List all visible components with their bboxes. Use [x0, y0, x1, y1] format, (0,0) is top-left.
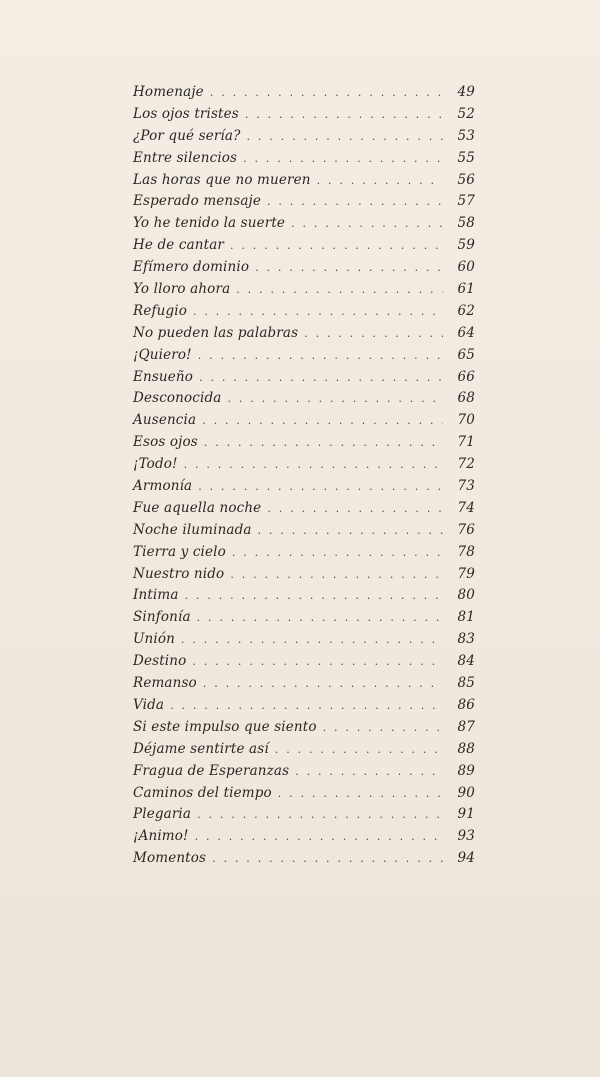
- entry-page-number: 52: [457, 105, 475, 122]
- entry-title: He de cantar: [133, 237, 225, 254]
- entry-page-number: 65: [457, 346, 475, 363]
- entry-title: ¡Todo!: [133, 456, 178, 473]
- dot-leader: [181, 633, 443, 646]
- entry-page-number: 91: [457, 806, 475, 823]
- entry-page-number: 49: [457, 84, 475, 100]
- dot-leader: [236, 283, 443, 296]
- toc-entry: [133, 828, 475, 850]
- toc-entry: [133, 697, 475, 719]
- dot-leader: [184, 458, 443, 471]
- dot-leader: [198, 349, 443, 362]
- entry-page-number: 71: [457, 434, 475, 451]
- dot-leader: [255, 261, 443, 274]
- entry-page-number: 56: [457, 171, 475, 188]
- entry-page-number: 53: [457, 127, 475, 144]
- toc-entry: [133, 785, 475, 807]
- entry-page-number: 66: [457, 368, 475, 385]
- toc-entry: [133, 719, 475, 741]
- entry-title: Desconocida: [133, 390, 222, 407]
- entry-page-number: 60: [457, 259, 475, 276]
- entry-title: Entre silencios: [133, 149, 238, 166]
- entry-title: Ausencia: [133, 412, 197, 429]
- table-of-contents: [133, 84, 475, 872]
- dot-leader: [185, 589, 443, 602]
- entry-page-number: 70: [457, 412, 475, 429]
- entry-title: Yo lloro ahora: [133, 281, 231, 298]
- dot-leader: [198, 480, 443, 493]
- dot-leader: [295, 765, 443, 778]
- toc-entry: [133, 653, 475, 675]
- entry-title: ¿Por qué sería?: [133, 127, 241, 144]
- dot-leader: [192, 655, 443, 668]
- toc-entry: [133, 215, 475, 237]
- entry-title: ¡Quiero!: [133, 346, 192, 363]
- entry-page-number: 88: [457, 740, 475, 757]
- entry-title: Momentos: [133, 850, 207, 867]
- entry-title: Si este impulso que siento: [133, 718, 317, 735]
- entry-title: No pueden las palabras: [133, 324, 299, 341]
- entry-page-number: 79: [457, 565, 475, 582]
- entry-page-number: 61: [457, 281, 475, 298]
- dot-leader: [258, 524, 443, 537]
- toc-entry: [133, 237, 475, 259]
- entry-title: Unión: [133, 631, 175, 648]
- entry-title: Homenaje: [133, 84, 204, 100]
- entry-page-number: 72: [457, 456, 475, 473]
- entry-page-number: 64: [457, 324, 475, 341]
- toc-entry: [133, 609, 475, 631]
- entry-title: Efímero dominio: [133, 259, 250, 276]
- entry-page-number: 93: [457, 828, 475, 845]
- dot-leader: [243, 152, 443, 165]
- entry-title: Vida: [133, 696, 165, 713]
- entry-page-number: 89: [457, 762, 475, 779]
- entry-title: Noche iluminada: [133, 521, 252, 538]
- toc-entry: [133, 587, 475, 609]
- dot-leader: [197, 611, 443, 624]
- dot-leader: [210, 86, 443, 99]
- dot-leader: [230, 239, 443, 252]
- toc-entry: [133, 675, 475, 697]
- entry-title: Refugio: [133, 302, 187, 319]
- dot-leader: [203, 677, 443, 690]
- toc-entry: [133, 150, 475, 172]
- entry-title: Déjame sentirte así: [133, 740, 269, 757]
- toc-entry: [133, 566, 475, 588]
- toc-entry: [133, 478, 475, 500]
- entry-page-number: 85: [457, 675, 475, 692]
- entry-page-number: 78: [457, 543, 475, 560]
- toc-entry: [133, 631, 475, 653]
- entry-page-number: 84: [457, 653, 475, 670]
- toc-entry: [133, 193, 475, 215]
- toc-entry: [133, 172, 475, 194]
- entry-title: Armonía: [133, 478, 193, 495]
- dot-leader: [304, 327, 443, 340]
- entry-page-number: 55: [457, 149, 475, 166]
- dot-leader: [195, 830, 443, 843]
- entry-title: Nuestro nido: [133, 565, 225, 582]
- toc-entry: [133, 544, 475, 566]
- toc-entry: [133, 522, 475, 544]
- entry-title: Intima: [133, 587, 179, 604]
- dot-leader: [323, 721, 443, 734]
- toc-entry: [133, 281, 475, 303]
- entry-title: Plegaria: [133, 806, 192, 823]
- dot-leader: [275, 743, 443, 756]
- dot-leader: [278, 787, 443, 800]
- entry-page-number: 73: [457, 478, 475, 495]
- entry-page-number: 86: [457, 696, 475, 713]
- dot-leader: [230, 568, 443, 581]
- dot-leader: [232, 546, 443, 559]
- toc-entry: [133, 741, 475, 763]
- dot-leader: [204, 436, 443, 449]
- dot-leader: [199, 371, 443, 384]
- dot-leader: [193, 305, 443, 318]
- toc-entry: [133, 369, 475, 391]
- toc-entry: [133, 412, 475, 434]
- entry-page-number: 94: [457, 850, 475, 867]
- entry-page-number: 83: [457, 631, 475, 648]
- dot-leader: [197, 808, 443, 821]
- toc-entry: [133, 763, 475, 785]
- dot-leader: [317, 174, 443, 187]
- entry-title: ¡Animo!: [133, 828, 189, 845]
- toc-entry: [133, 106, 475, 128]
- toc-entry: [133, 303, 475, 325]
- toc-entry: [133, 434, 475, 456]
- entry-page-number: 74: [457, 499, 475, 516]
- dot-leader: [245, 108, 443, 121]
- entry-page-number: 59: [457, 237, 475, 254]
- toc-entry: [133, 500, 475, 522]
- dot-leader: [291, 217, 443, 230]
- toc-entry: [133, 390, 475, 412]
- toc-entry: [133, 347, 475, 369]
- toc-entry: [133, 456, 475, 478]
- entry-page-number: 57: [457, 193, 475, 210]
- entry-page-number: 76: [457, 521, 475, 538]
- toc-entry: [133, 806, 475, 828]
- dot-leader: [267, 195, 443, 208]
- entry-title: Remanso: [133, 675, 197, 692]
- dot-leader: [247, 130, 444, 143]
- entry-title: Ensueño: [133, 368, 194, 385]
- toc-entry: [133, 850, 475, 872]
- entry-page-number: 90: [457, 784, 475, 801]
- entry-title: Caminos del tiempo: [133, 784, 272, 801]
- entry-title: Yo he tenido la suerte: [133, 215, 286, 232]
- dot-leader: [227, 392, 443, 405]
- dot-leader: [267, 502, 443, 515]
- entry-title: Destino: [133, 653, 187, 670]
- entry-title: Fue aquella noche: [133, 499, 262, 516]
- entry-title: Las horas que no mueren: [133, 171, 311, 188]
- entry-page-number: 68: [457, 390, 475, 407]
- entry-title: Los ojos tristes: [133, 105, 239, 122]
- entry-title: Esperado mensaje: [133, 193, 262, 210]
- dot-leader: [212, 852, 443, 865]
- entry-title: Fragua de Esperanzas: [133, 762, 290, 779]
- entry-page-number: 81: [457, 609, 475, 626]
- entry-title: Esos ojos: [133, 434, 198, 451]
- toc-entry: [133, 84, 475, 106]
- toc-entry: [133, 259, 475, 281]
- entry-page-number: 87: [457, 718, 475, 735]
- dot-leader: [202, 414, 443, 427]
- dot-leader: [170, 699, 443, 712]
- toc-entry: [133, 325, 475, 347]
- entry-title: Tierra y cielo: [133, 543, 226, 560]
- entry-page-number: 58: [457, 215, 475, 232]
- toc-entry: [133, 128, 475, 150]
- entry-title: Sinfonía: [133, 609, 191, 626]
- entry-page-number: 62: [457, 302, 475, 319]
- entry-page-number: 80: [457, 587, 475, 604]
